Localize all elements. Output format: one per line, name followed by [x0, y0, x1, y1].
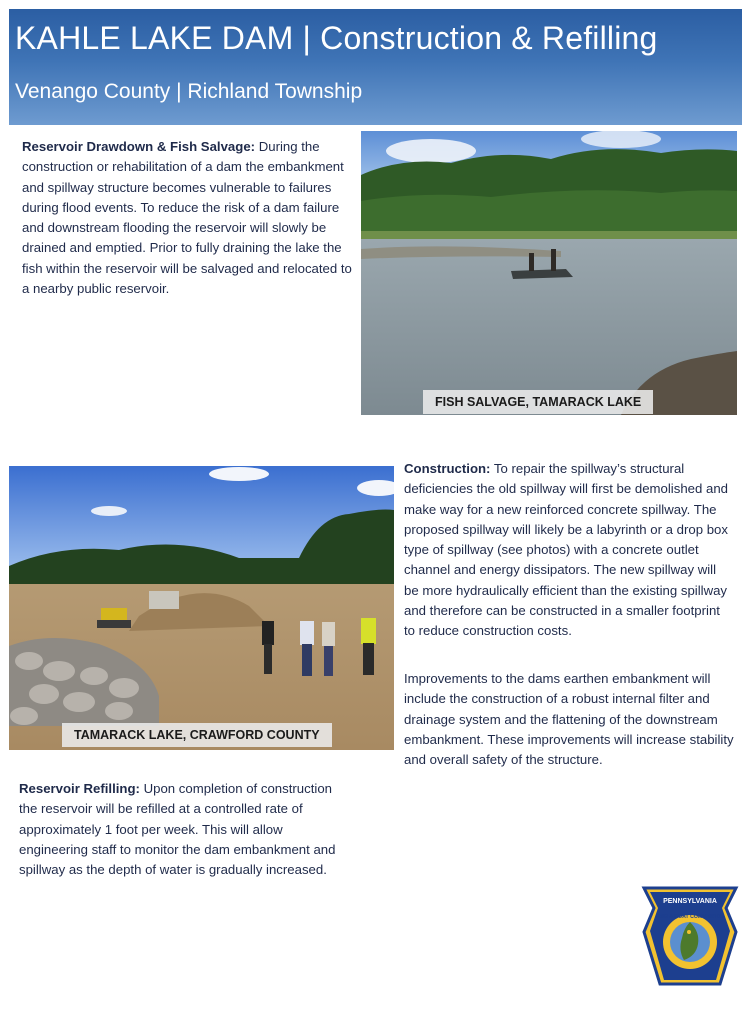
refilling-heading: Reservoir Refilling:	[19, 781, 140, 796]
fish-salvage-caption: FISH SALVAGE, TAMARACK LAKE	[423, 390, 653, 414]
tamarack-caption: TAMARACK LAKE, CRAWFORD COUNTY	[62, 723, 332, 747]
refilling-text: Upon completion of construction the reservoir will be refilled at a controlled rate of approximately 1 foot per week. This will allow engineering staff to monitor the dam embankment and spillway as the depth of water is gradually increased.	[19, 781, 336, 878]
header-banner	[9, 9, 742, 125]
page-subtitle: Venango County | Richland Township	[15, 80, 363, 103]
page-title: KAHLE LAKE DAM | Construction & Refilling	[15, 20, 658, 56]
tamarack-construction-photo	[9, 466, 394, 750]
construction-paragraph	[404, 459, 734, 642]
embankment-text: Improvements to the dams earthen embankment will include the construction of a robust internal filter and drainage system and the flattening of the downstream embankment. These improvements will increase stability and overall safety of the structure.	[404, 671, 734, 768]
construction-text: To repair the spillway’s structural deficiencies the old spillway will first be demolished and make way for a new reinforced concrete spillway. The proposed spillway will likely be a labyrinth or a drop box type of spillway (see photos) with a concrete outlet channel and energy dissipators. The new spillway will be more hydraulically efficient than the existing spillway and therefore can be constructed in a smaller footprint to reduce construction costs.	[404, 461, 728, 639]
fish-salvage-image	[361, 131, 737, 415]
embankment-paragraph	[404, 669, 734, 770]
drawdown-heading: Reservoir Drawdown & Fish Salvage:	[22, 139, 256, 154]
construction-heading: Construction:	[404, 461, 491, 476]
drawdown-text: During the construction or rehabilitation of a dam the embankment and spillway structure becomes vulnerable to failures during flood events. To reduce the risk of a dam failure and downstream flooding the reservoir will slowly be drained and emptied. Prior to fully draining the lake the fish within the reservoir will be salvaged and relocated to a nearby public reservoir.	[22, 139, 352, 297]
drawdown-paragraph	[22, 137, 352, 299]
logo-text-top: PENNSYLVANIA	[663, 898, 717, 905]
pfbc-logo	[640, 884, 740, 988]
fish-salvage-photo	[361, 131, 737, 415]
logo-text-ring: FISH & BOAT COMMISSION	[655, 914, 725, 920]
tamarack-construction-image	[9, 466, 394, 750]
keystone-logo-icon	[640, 884, 740, 988]
refilling-paragraph	[19, 779, 349, 880]
